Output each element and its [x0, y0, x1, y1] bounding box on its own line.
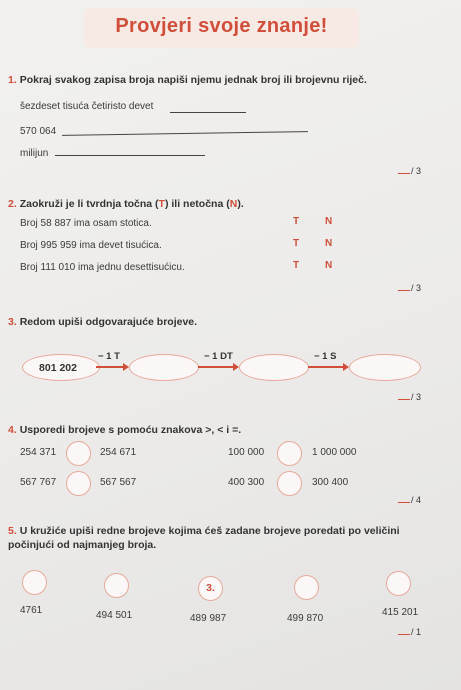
q3-arrow-2 [198, 366, 234, 368]
q4-pair-2-left: 100 000 [228, 447, 265, 458]
q3-answer-ellipse-1[interactable] [129, 354, 199, 381]
q1-answer-line-1[interactable] [170, 112, 246, 113]
q2-false-option-3[interactable]: N [325, 260, 333, 271]
q1-answer-line-3[interactable] [55, 155, 205, 156]
q4-compare-circle-1[interactable] [66, 441, 91, 466]
question-4-text: Usporedi brojeve s pomoću znakova >, < i =. [19, 424, 242, 436]
question-5-number: 5. [8, 525, 17, 537]
q4-pair-3-left: 567 767 [20, 477, 57, 488]
q4-pair-1-left: 254 371 [20, 447, 57, 458]
question-1-text: Pokraj svakog zapisa broja napiši njemu jednak broj ili brojevnu riječ. [19, 74, 367, 86]
q5-number-4: 499 870 [287, 613, 324, 624]
q2-false-option-2[interactable]: N [325, 238, 333, 249]
q2-statement-1: Broj 58 887 ima osam stotica. [20, 218, 152, 229]
question-5-text-line-1: U kružiće upiši redne brojeve kojima ćeš zadane brojeve poredati po veličini [19, 525, 400, 537]
question-3-text: Redom upiši odgovarajuće brojeve. [19, 316, 198, 328]
q1-item-1: šezdeset tisuća četiristo devet [20, 101, 154, 112]
q3-answer-ellipse-2[interactable] [239, 354, 309, 381]
q1-score: / 3 [398, 166, 421, 176]
q5-order-circle-2[interactable] [104, 573, 129, 598]
q5-order-circle-4[interactable] [294, 575, 319, 600]
q4-compare-circle-4[interactable] [277, 471, 302, 496]
q3-score: / 3 [398, 392, 421, 402]
q4-pair-4-left: 400 300 [228, 477, 265, 488]
page-title: Provjeri svoje znanje! [115, 15, 328, 37]
q5-number-3: 489 987 [190, 613, 227, 624]
q3-op-3: − 1 S [314, 351, 337, 362]
q2-score: / 3 [398, 283, 421, 293]
q3-op-1: − 1 T [98, 351, 120, 362]
q1-answer-line-2[interactable] [62, 131, 308, 136]
q3-op-2: − 1 DT [204, 351, 233, 362]
question-2-number: 2. [8, 198, 17, 210]
q2-true-option-2[interactable]: T [293, 238, 300, 249]
q5-order-circle-5[interactable] [386, 571, 411, 596]
q2-true-option-3[interactable]: T [293, 260, 300, 271]
q2-statement-2: Broj 995 959 ima devet tisućica. [20, 240, 162, 251]
q5-number-5: 415 201 [382, 607, 419, 618]
q5-number-2: 494 501 [96, 610, 133, 621]
q4-pair-3-right: 567 567 [100, 477, 137, 488]
q5-score: / 1 [398, 627, 421, 637]
q4-score: / 4 [398, 495, 421, 505]
q2-statement-3: Broj 111 010 ima jednu desettisućicu. [20, 262, 185, 273]
question-3-heading [8, 316, 197, 328]
q4-compare-circle-2[interactable] [277, 441, 302, 466]
q3-arrow-1 [96, 366, 124, 368]
question-5-heading [8, 524, 448, 552]
q1-item-3: milijun [20, 148, 49, 159]
question-2-heading: 2. Zaokruži je li tvrdnja točna (T) ili netočna (N). [8, 198, 244, 210]
question-3-number: 3. [8, 316, 17, 328]
q3-start-value: 801 202 [39, 362, 77, 374]
q5-given-order: 3. [206, 582, 215, 594]
q4-pair-2-right: 1 000 000 [312, 447, 357, 458]
q1-item-2: 570 064 [20, 126, 57, 137]
q3-answer-ellipse-3[interactable] [349, 354, 421, 381]
q4-pair-1-right: 254 671 [100, 447, 137, 458]
question-4-heading [8, 424, 241, 436]
q3-arrow-3 [308, 366, 344, 368]
q2-true-option-1[interactable]: T [293, 216, 300, 227]
question-1-heading [8, 74, 367, 86]
question-4-number: 4. [8, 424, 17, 436]
q5-number-1: 4761 [20, 605, 43, 616]
q4-compare-circle-3[interactable] [66, 471, 91, 496]
q4-pair-4-right: 300 400 [312, 477, 349, 488]
q2-false-option-1[interactable]: N [325, 216, 333, 227]
q5-order-circle-1[interactable] [22, 570, 47, 595]
question-5-text-line-2: počinjući od najmanjeg broja. [8, 539, 157, 551]
question-1-number: 1. [8, 74, 17, 86]
